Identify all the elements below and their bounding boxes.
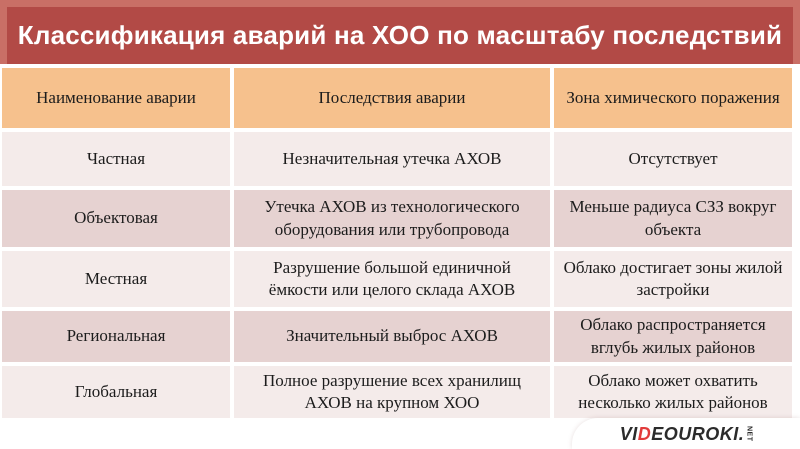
consequence-cell: Незначительная утечка АХОВ bbox=[234, 132, 550, 186]
column-header-consequences: Последствия аварии bbox=[234, 68, 550, 128]
logo-prefix: VI bbox=[619, 423, 638, 444]
accident-name-cell: Частная bbox=[2, 132, 230, 186]
title-band bbox=[0, 0, 800, 64]
table-area bbox=[0, 68, 800, 418]
damage-zone-cell: Отсутствует bbox=[554, 132, 792, 186]
consequence-cell: Значительный выброс АХОВ bbox=[234, 311, 550, 362]
accident-name-cell: Региональная bbox=[2, 311, 230, 362]
damage-zone-cell: Меньше радиуса СЗЗ вокруг объекта bbox=[554, 190, 792, 247]
title-bar bbox=[7, 7, 793, 64]
logo-tld: NET bbox=[745, 425, 753, 442]
accident-name-cell: Объектовая bbox=[2, 190, 230, 247]
logo-suffix: EOUROKI. bbox=[651, 423, 745, 444]
logo-d-accent: D bbox=[637, 423, 652, 444]
damage-zone-cell: Облако может охватить несколько жилых районов bbox=[554, 366, 792, 418]
classification-table bbox=[2, 68, 792, 418]
videouroki-logo bbox=[620, 425, 753, 443]
consequence-cell: Полное разрушение всех хранилищ АХОВ на крупном ХОО bbox=[234, 366, 550, 418]
videouroki-watermark bbox=[572, 418, 800, 449]
column-header-accident-name: Наименование аварии bbox=[2, 68, 230, 128]
accident-name-cell: Глобальная bbox=[2, 366, 230, 418]
consequence-cell: Утечка АХОВ из технологического оборудования или трубопровода bbox=[234, 190, 550, 247]
page-title: Классификация аварий на ХОО по масштабу последствий bbox=[17, 20, 783, 50]
damage-zone-cell: Облако распространяется вглубь жилых районов bbox=[554, 311, 792, 362]
damage-zone-cell: Облако достигает зоны жилой застройки bbox=[554, 251, 792, 307]
consequence-cell: Разрушение большой единичной ёмкости или целого склада АХОВ bbox=[234, 251, 550, 307]
accident-name-cell: Местная bbox=[2, 251, 230, 307]
column-header-damage-zone: Зона химического поражения bbox=[554, 68, 792, 128]
